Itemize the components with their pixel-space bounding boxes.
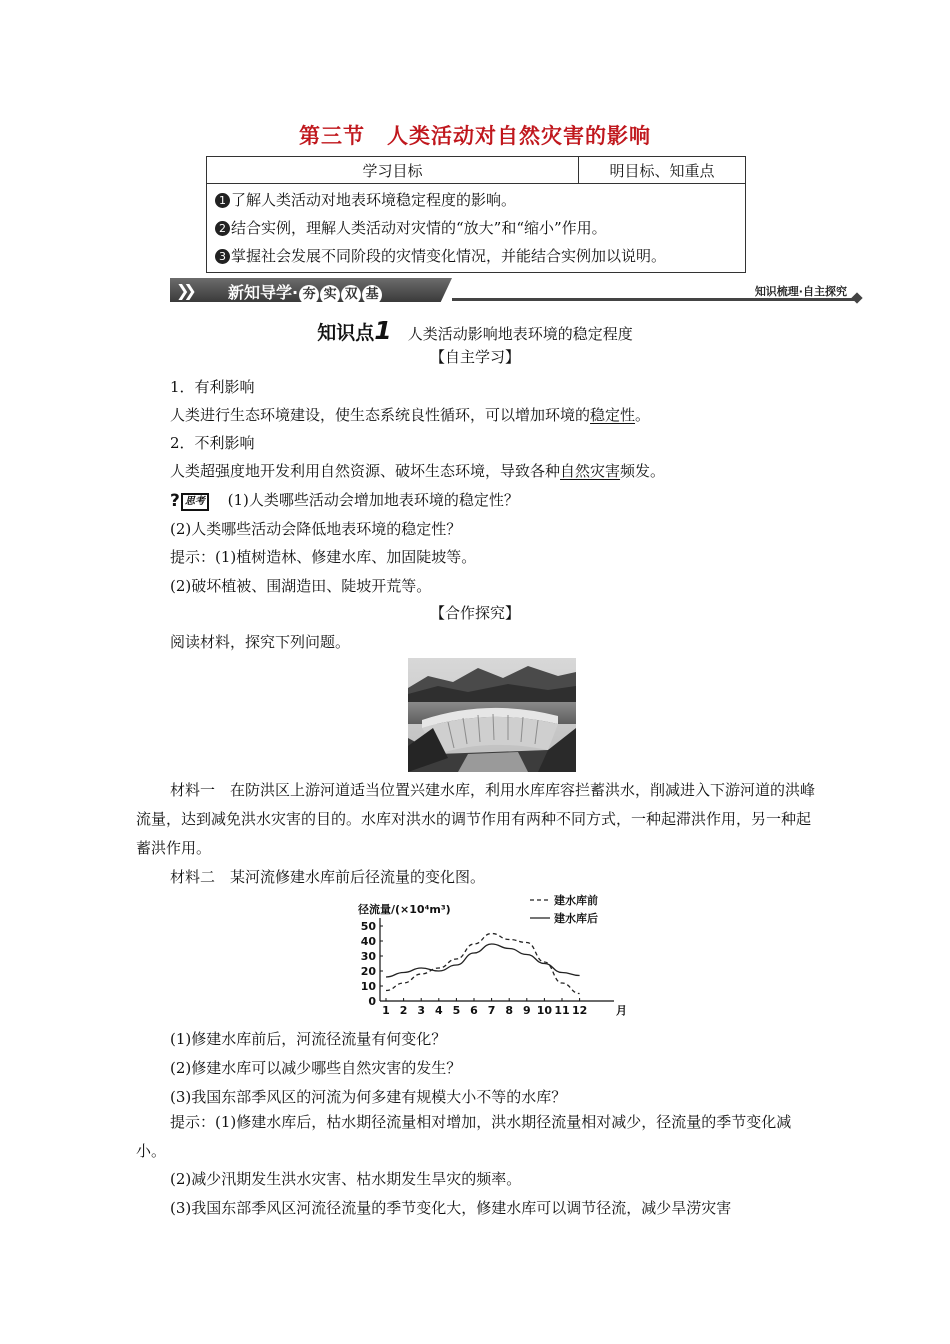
goal-number-icon: 1: [215, 193, 230, 208]
y-tick-label: 40: [360, 935, 376, 948]
x-tick-label: 8: [505, 1004, 514, 1017]
think-icon: [170, 491, 209, 511]
x-tick-label: 3: [417, 1004, 426, 1017]
x-axis-unit-label: 月: [616, 1004, 627, 1017]
learning-goals-table: [206, 156, 746, 273]
text-span: 频发。: [620, 462, 666, 480]
material-one-paragraph: 材料一 在防洪区上游河道适当位置兴建水库，利用水库库容拦蓄洪水，削减进入下游河道的洪峰流量，达到减免洪水灾害的目的。水库对洪水的调节作用有两种不同方式，一种起滞洪作用，另一种起蓄洪作用。: [136, 781, 816, 857]
chart-axes: [361, 918, 627, 1017]
y-tick-label: 30: [360, 950, 376, 963]
banner-title: [228, 280, 382, 305]
chart-y-axis-label: 径流量/(×10⁴m³): [358, 903, 451, 916]
banner-seal: 基: [362, 285, 382, 305]
paragraph-negative: [170, 460, 665, 481]
question-mark-icon: ?: [170, 491, 180, 511]
goal-text: 结合实例，理解人类活动对灾情的“放大”和“缩小”作用。: [231, 219, 607, 237]
answer-3: (3)我国东部季风区河流径流量的季节变化大，修建水库可以调节径流，减少旱涝灾害: [170, 1199, 732, 1217]
series-line-after-reservoir: [386, 944, 580, 977]
knowledge-point-title: 人类活动影响地表环境的稳定程度: [407, 325, 633, 343]
x-tick-label: 11: [554, 1004, 570, 1017]
y-tick-label: 0: [368, 995, 376, 1008]
think-answer-1: 提示：(1)植树造林、修建水库、加固陡坡等。: [170, 548, 477, 566]
subheading-positive: 1．有利影响: [170, 378, 255, 396]
material-two-paragraph: 材料二 某河流修建水库前后径流量的变化图。: [170, 868, 486, 886]
x-tick-label: 4: [434, 1004, 443, 1017]
legend-entry-after: 建水库后: [554, 912, 598, 925]
goal-text: 掌握社会发展不同阶段的灾情变化情况，并能结合实例加以说明。: [231, 247, 667, 265]
goals-list: [207, 184, 746, 273]
banner-seal: 双: [341, 285, 361, 305]
dam-photo: [408, 658, 576, 772]
knowledge-point-number: 1: [374, 316, 392, 345]
x-tick-label: 1: [382, 1004, 390, 1017]
x-tick-label: 6: [470, 1004, 478, 1017]
think-box-icon: 思考: [181, 493, 209, 511]
underlined-term: 自然灾害: [560, 462, 621, 480]
think-text: (1)人类哪些活动会增加地表环境的稳定性？: [227, 491, 519, 509]
question-3: (3)我国东部季风区的河流为何多建有规模大小不等的水库？: [170, 1088, 567, 1106]
y-tick-label: 10: [360, 980, 376, 993]
answer-2: (2)减少汛期发生洪水灾害、枯水期发生旱灾的频率。: [170, 1170, 522, 1188]
chart-series: [386, 934, 580, 994]
knowledge-point-label: [317, 316, 392, 345]
page-title: 第三节 人类活动对自然灾害的影响: [299, 124, 651, 148]
goals-col-header: 学习目标: [207, 157, 579, 184]
knowledge-point-heading: [0, 316, 950, 345]
paragraph-positive: [170, 404, 650, 425]
series-line-before-reservoir: [386, 934, 580, 994]
double-chevron-icon: ❯❯: [176, 281, 191, 300]
think-question-1: [170, 489, 519, 511]
goal-number-icon: 2: [215, 221, 230, 236]
cooperation-intro: 阅读材料，探究下列问题。: [170, 633, 351, 651]
goal-item: [215, 186, 737, 214]
goals-table-body: [207, 184, 746, 273]
y-tick-label: 50: [360, 920, 376, 933]
banner-subtitle: 知识梳理·自主探究: [754, 285, 847, 298]
x-tick-label: 12: [571, 1004, 588, 1017]
subheading-negative: 2．不利影响: [170, 434, 255, 452]
banner-seal: 夯: [299, 285, 319, 305]
answer-1-paragraph: 提示：(1)修建水库后，枯水期径流量相对增加，洪水期径流量相对减少，径流量的季节变化减小。: [136, 1113, 792, 1160]
goals-table-header: [207, 157, 746, 184]
banner-title-text: 新知导学·: [228, 283, 299, 302]
goal-item: [215, 242, 737, 270]
underlined-term: 稳定性: [590, 406, 636, 424]
text-span: 人类进行生态环境建设，使生态系统良性循环，可以增加环境的: [170, 406, 591, 424]
banner-seal: 实: [320, 285, 340, 305]
think-answer-2: (2)破坏植被、围湖造田、陡坡开荒等。: [170, 577, 432, 595]
goal-number-icon: 3: [215, 249, 230, 264]
goals-col-header-2: 明目标、知重点: [579, 157, 746, 184]
x-tick-label: 9: [522, 1004, 531, 1017]
dam-photo-illustration: [408, 658, 576, 772]
think-question-2: (2)人类哪些活动会降低地表环境的稳定性？: [170, 520, 462, 538]
question-1: (1)修建水库前后，河流径流量有何变化？: [170, 1030, 447, 1048]
knowledge-point-label-text: 知识点: [317, 322, 375, 344]
text-span: 人类超强度地开发利用自然资源、破坏生态环境，导致各种: [170, 462, 561, 480]
x-tick-label: 2: [399, 1004, 408, 1017]
section-heading-self-study: 【自主学习】: [429, 348, 520, 366]
text-span: 。: [635, 406, 651, 424]
goal-item: [215, 214, 737, 242]
y-tick-label: 20: [360, 965, 376, 978]
x-tick-label: 10: [536, 1004, 553, 1017]
runoff-line-chart: [354, 888, 644, 1018]
x-tick-label: 7: [487, 1004, 496, 1017]
diamond-icon: [851, 292, 862, 303]
question-2: (2)修建水库可以减少哪些自然灾害的发生？: [170, 1059, 462, 1077]
x-tick-label: 5: [452, 1004, 461, 1017]
section-heading-cooperation: 【合作探究】: [429, 604, 520, 622]
goal-text: 了解人类活动对地表环境稳定程度的影响。: [231, 191, 517, 209]
legend-entry-before: 建水库前: [554, 894, 598, 907]
section-banner: [170, 278, 865, 304]
